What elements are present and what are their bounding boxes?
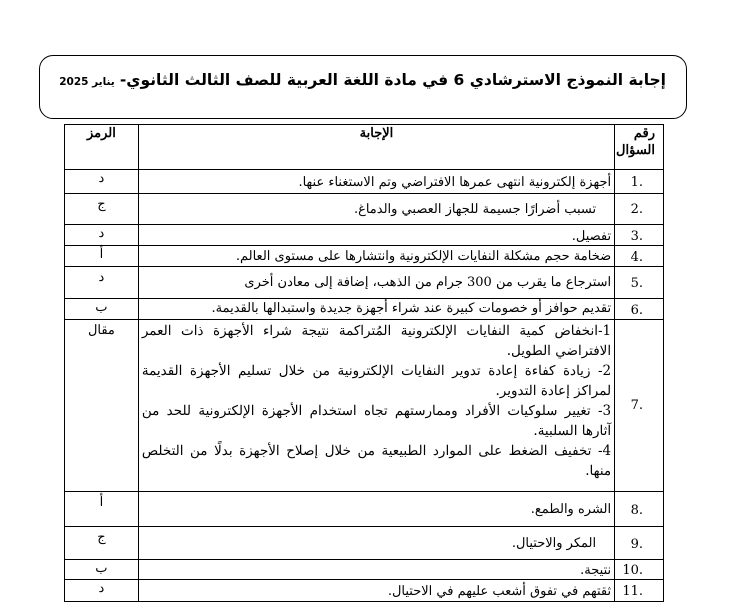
essay-point: 2- زيادة كفاءة إعادة تدوير النفايات الإلكترونية من خلال تسليم الأجهزة القديمة لمراكز إعادة التدوير. xyxy=(141,363,612,399)
header-symbol: الرمز xyxy=(65,125,139,170)
table-row xyxy=(65,580,664,602)
row-answer: استرجاع ما يقرب من 300 جرام من الذهب، إضافة إلى معادن أخرى xyxy=(138,267,614,299)
row-number: 8. xyxy=(615,492,664,527)
row-answer: المكر والاحتيال. xyxy=(138,527,614,560)
title-box xyxy=(39,55,687,119)
header-answer: الإجابة xyxy=(138,125,614,170)
row-symbol: مقال xyxy=(65,320,139,492)
row-answer: أجهزة إلكترونية انتهى عمرها الافتراضي وتم الاستغناء عنها. xyxy=(138,170,614,194)
table-row xyxy=(65,299,664,320)
essay-point: 3- تغيير سلوكيات الأفراد وممارستهم تجاه استخدام الأجهزة الإلكترونية للحد من آثارها السلبية. xyxy=(141,403,612,439)
row-answer: تسبب أضرارًا جسيمة للجهاز العصبي والدماغ. xyxy=(138,194,614,225)
table-row xyxy=(65,492,664,527)
table-row xyxy=(65,170,664,194)
row-number: 11. xyxy=(615,580,664,602)
row-number: 4. xyxy=(615,246,664,267)
row-symbol: أ xyxy=(65,492,139,527)
row-number: 7. xyxy=(615,320,664,492)
row-symbol: ب xyxy=(65,560,139,580)
row-symbol: د xyxy=(65,580,139,602)
row-answer-essay xyxy=(138,320,614,492)
table-row xyxy=(65,320,664,492)
row-number: 6. xyxy=(615,299,664,320)
document-title: إجابة النموذج الاسترشادي 6 في مادة اللغة العربية للصف الثالث الثانوي- xyxy=(119,71,666,89)
row-number: 1. xyxy=(615,170,664,194)
row-answer: تقديم حوافز أو خصومات كبيرة عند شراء أجهزة جديدة واستبدالها بالقديمة. xyxy=(138,299,614,320)
essay-point: 1-انخفاض كمية النفايات الإلكترونية المُتراكمة نتيجة شراء الأجهزة ذات العمر الافتراضي الطويل. xyxy=(141,323,612,359)
row-number: 5. xyxy=(615,267,664,299)
table-row xyxy=(65,560,664,580)
row-symbol: د xyxy=(65,170,139,194)
table-row xyxy=(65,246,664,267)
row-symbol: أ xyxy=(65,246,139,267)
table-row xyxy=(65,225,664,246)
document-date: يناير 2025 xyxy=(59,76,115,88)
row-answer: نتيجة. xyxy=(138,560,614,580)
row-symbol: د xyxy=(65,267,139,299)
row-symbol: ب xyxy=(65,299,139,320)
row-answer: تفصيل. xyxy=(138,225,614,246)
row-answer: ضخامة حجم مشكلة النفايات الإلكترونية وانتشارها على مستوى العالم. xyxy=(138,246,614,267)
table-row xyxy=(65,527,664,560)
title-line xyxy=(59,70,666,89)
answers-table xyxy=(64,124,664,602)
row-answer: ثقتهم في تفوق أشعب عليهم في الاحتيال. xyxy=(138,580,614,602)
row-symbol: ج xyxy=(65,527,139,560)
row-number: 10. xyxy=(615,560,664,580)
row-number: 2. xyxy=(615,194,664,225)
essay-point: 4- تخفيف الضغط على الموارد الطبيعية من خلال إصلاح الأجهزة بدلًا من التخلص منها. xyxy=(141,443,612,479)
table-row xyxy=(65,194,664,225)
row-symbol: ج xyxy=(65,194,139,225)
row-answer: الشره والطمع. xyxy=(138,492,614,527)
table-row xyxy=(65,267,664,299)
row-symbol: د xyxy=(65,225,139,246)
header-number: رقم السؤال xyxy=(615,125,664,170)
row-number: 9. xyxy=(615,527,664,560)
row-number: 3. xyxy=(615,225,664,246)
table-header-row xyxy=(65,125,664,170)
